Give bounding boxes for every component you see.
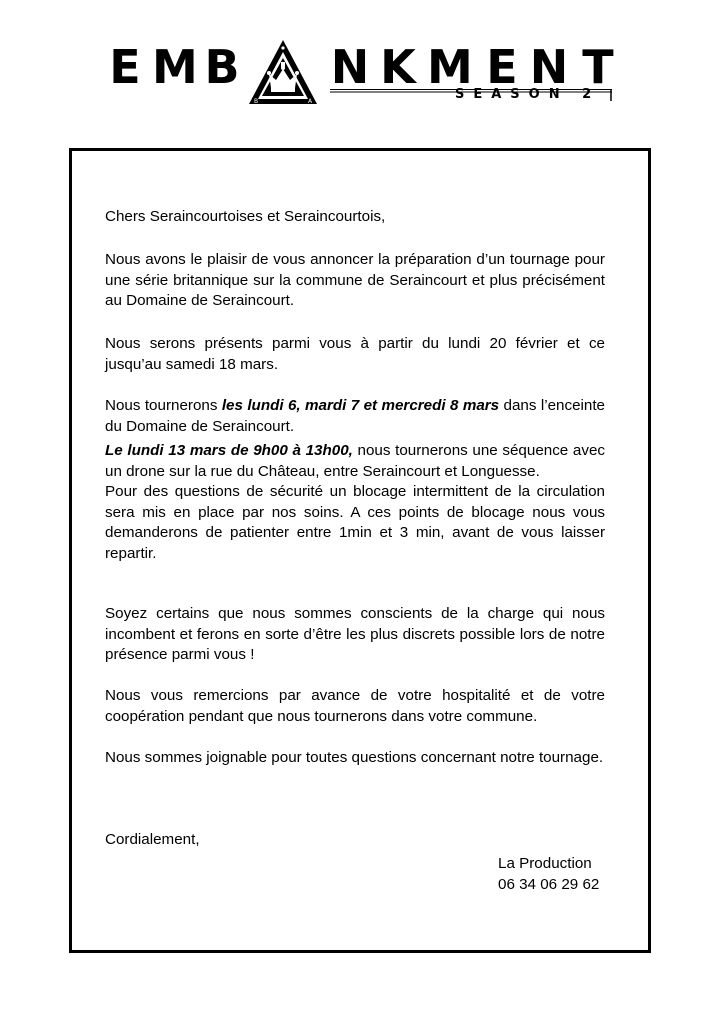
logo-letter: N bbox=[330, 40, 370, 94]
letter-salutation: Chers Seraincourtoises et Seraincourtois, bbox=[105, 208, 386, 226]
letter-paragraph-2: Nous serons présents parmi vous à partir du lundi 20 février et ce jusqu’au samedi 18 mars. bbox=[105, 335, 605, 373]
signature-name: La Production bbox=[498, 855, 592, 872]
letter-paragraph-5: Soyez certains que nous sommes conscients de la charge qui nous incombent et ferons en sorte d’être les plus discrets possible lors de notre présence parmi vous ! bbox=[105, 605, 605, 664]
svg-text:A: A bbox=[308, 98, 313, 105]
svg-text:B: B bbox=[254, 98, 259, 105]
letter-paragraph-7: Nous sommes joignable pour toutes questions concernant notre tournage. bbox=[105, 749, 604, 767]
logo-letter: M bbox=[427, 40, 473, 94]
drone-date-emphasis: Le lundi 13 mars de 9h00 à 13h00, bbox=[105, 442, 353, 459]
logo-letter: E bbox=[109, 40, 141, 94]
paragraph-3-text: Nous tournerons bbox=[105, 397, 222, 415]
paragraph-3-text: dans l’enceinte du Domaine de Seraincourt. bbox=[105, 397, 605, 435]
logo-letter: B bbox=[204, 40, 240, 94]
letter-paragraph-3 bbox=[105, 396, 605, 437]
crown-triangle-emblem-icon bbox=[247, 38, 319, 106]
letter-frame bbox=[69, 148, 651, 953]
letter-closing: Cordialement, bbox=[105, 831, 200, 849]
season-label: SEASON 2 bbox=[455, 87, 601, 102]
embankment-logo bbox=[0, 0, 724, 115]
paragraph-4-text: nous tournerons une séquence avec un drone sur la rue du Château, entre Seraincourt et Longuesse. bbox=[105, 442, 605, 480]
shooting-dates-emphasis: les lundi 6, mardi 7 et mercredi 8 mars bbox=[221, 397, 500, 415]
letter-paragraph-1: Nous avons le plaisir de vous annoncer la préparation d’un tournage pour une série britannique sur la commune de Seraincourt et plus précisément au Domaine de Seraincourt. bbox=[105, 251, 605, 310]
logo-letter: T bbox=[582, 40, 614, 94]
logo-letter: K bbox=[380, 40, 416, 94]
letter-paragraph-4 bbox=[105, 441, 605, 564]
signature-block bbox=[498, 854, 599, 895]
logo-letter: E bbox=[486, 40, 518, 94]
paragraph-4-traffic-notice: Pour des questions de sécurité un blocage intermittent de la circulation sera mis en place par nos soins. A ces points de blocage nous vous demanderons de patienter entre 1min et 3 min, avant de vous laisser repartir. bbox=[105, 483, 605, 562]
logo-letter: N bbox=[529, 40, 569, 94]
letter-paragraph-6: Nous vous remercions par avance de votre hospitalité et de votre coopération pendant que nous tournerons dans votre commune. bbox=[105, 687, 605, 725]
signature-phone: 06 34 06 29 62 bbox=[498, 875, 600, 893]
logo-letter: M bbox=[152, 40, 198, 94]
